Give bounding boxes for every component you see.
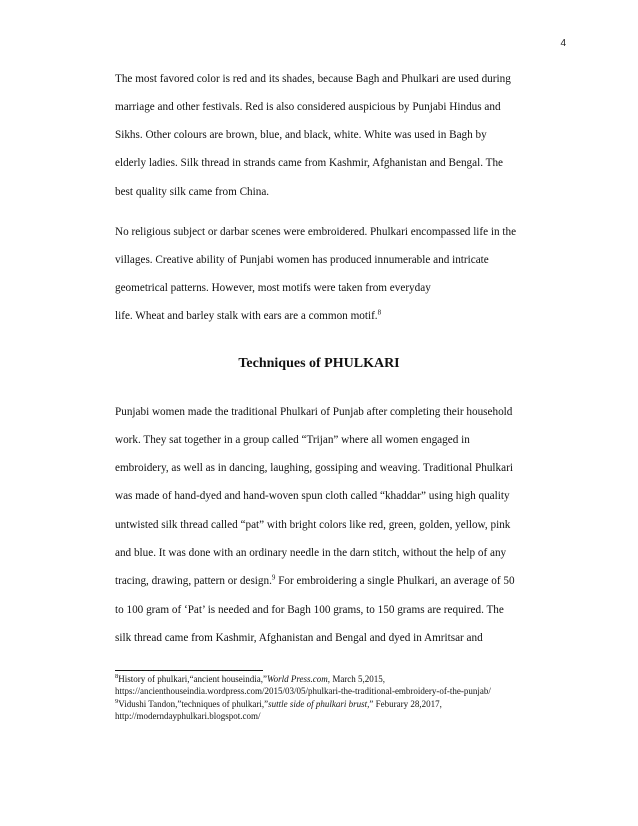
footnote-source: suttle side of phulkari brust, <box>268 699 370 709</box>
footnote-divider <box>115 670 263 671</box>
footnote-number: 8 <box>115 673 119 680</box>
text-span: life. Wheat and barley stalk with ears are a common motif. <box>115 310 378 322</box>
footnote-text: History of phulkari,“ancient houseindia,” <box>118 674 267 684</box>
text-line: silk thread came from Kashmir, Afghanistan and Bengal and dyed in Amritsar and <box>115 632 483 644</box>
footnote-9-url[interactable]: http://moderndayphulkari.blogspot.com/ <box>115 711 261 721</box>
text-line <box>115 309 381 323</box>
footnote-source: World Press.com, <box>266 674 331 684</box>
text-span: tracing, drawing, pattern or design. <box>115 575 272 587</box>
text-line: untwisted silk thread called “pat” with bright colors like red, green, golden, yellow, pink <box>115 519 511 531</box>
text-line: elderly ladies. Silk thread in strands came from Kashmir, Afghanistan and Bengal. The <box>115 157 504 169</box>
footnote-ref-9[interactable]: 9 <box>271 573 276 582</box>
text-line: work. They sat together in a group called “Trijan” where all women engaged in <box>115 434 470 446</box>
text-line: and blue. It was done with an ordinary needle in the darn stitch, without the help of any <box>115 547 507 559</box>
footnote-8 <box>115 673 385 685</box>
text-line: to 100 gram of ‘Pat’ is needed and for Bagh 100 grams, to 150 grams are required. The <box>115 604 504 616</box>
text-line: Punjabi women made the traditional Phulkari of Punjab after completing their household <box>115 406 513 418</box>
text-line: best quality silk came from China. <box>115 186 270 198</box>
footnote-number: 9 <box>115 698 119 705</box>
footnote-date: March 5,2015, <box>330 674 386 684</box>
footnote-date: ” Feburary 28,2017, <box>369 699 442 709</box>
section-heading: Techniques of PHULKARI <box>238 356 400 371</box>
text-line: villages. Creative ability of Punjabi women has produced innumerable and intricate <box>115 254 489 266</box>
text-line: No religious subject or darbar scenes were embroidered. Phulkari encompassed life in the <box>115 226 517 238</box>
text-line: The most favored color is red and its shades, because Bagh and Phulkari are used during <box>115 73 511 85</box>
text-line: marriage and other festivals. Red is also considered auspicious by Punjabi Hindus and <box>115 101 501 113</box>
footnote-9 <box>115 698 442 710</box>
footnote-8-url[interactable]: https://ancienthouseindia.wordpress.com/2015/03/05/phulkari-the-traditional-embroidery-of-the-punjab/ <box>115 686 491 696</box>
text-line: Sikhs. Other colours are brown, blue, and black, white. White was used in Bagh by <box>115 129 487 141</box>
text-line: was made of hand-dyed and hand-woven spun cloth called “khaddar” using high quality <box>115 490 510 502</box>
text-line <box>115 574 515 588</box>
text-line: geometrical patterns. However, most motifs were taken from everyday <box>115 282 431 294</box>
footnote-text: Vidushi Tandon,”techniques of phulkari,” <box>118 699 269 709</box>
text-line: embroidery, as well as in dancing, laughing, gossiping and weaving. Traditional Phulkari <box>115 462 513 474</box>
text-span: For embroidering a single Phulkari, an average of 50 <box>275 575 515 587</box>
footnote-ref-8[interactable]: 8 <box>377 308 382 317</box>
page-number: 4 <box>560 38 566 49</box>
